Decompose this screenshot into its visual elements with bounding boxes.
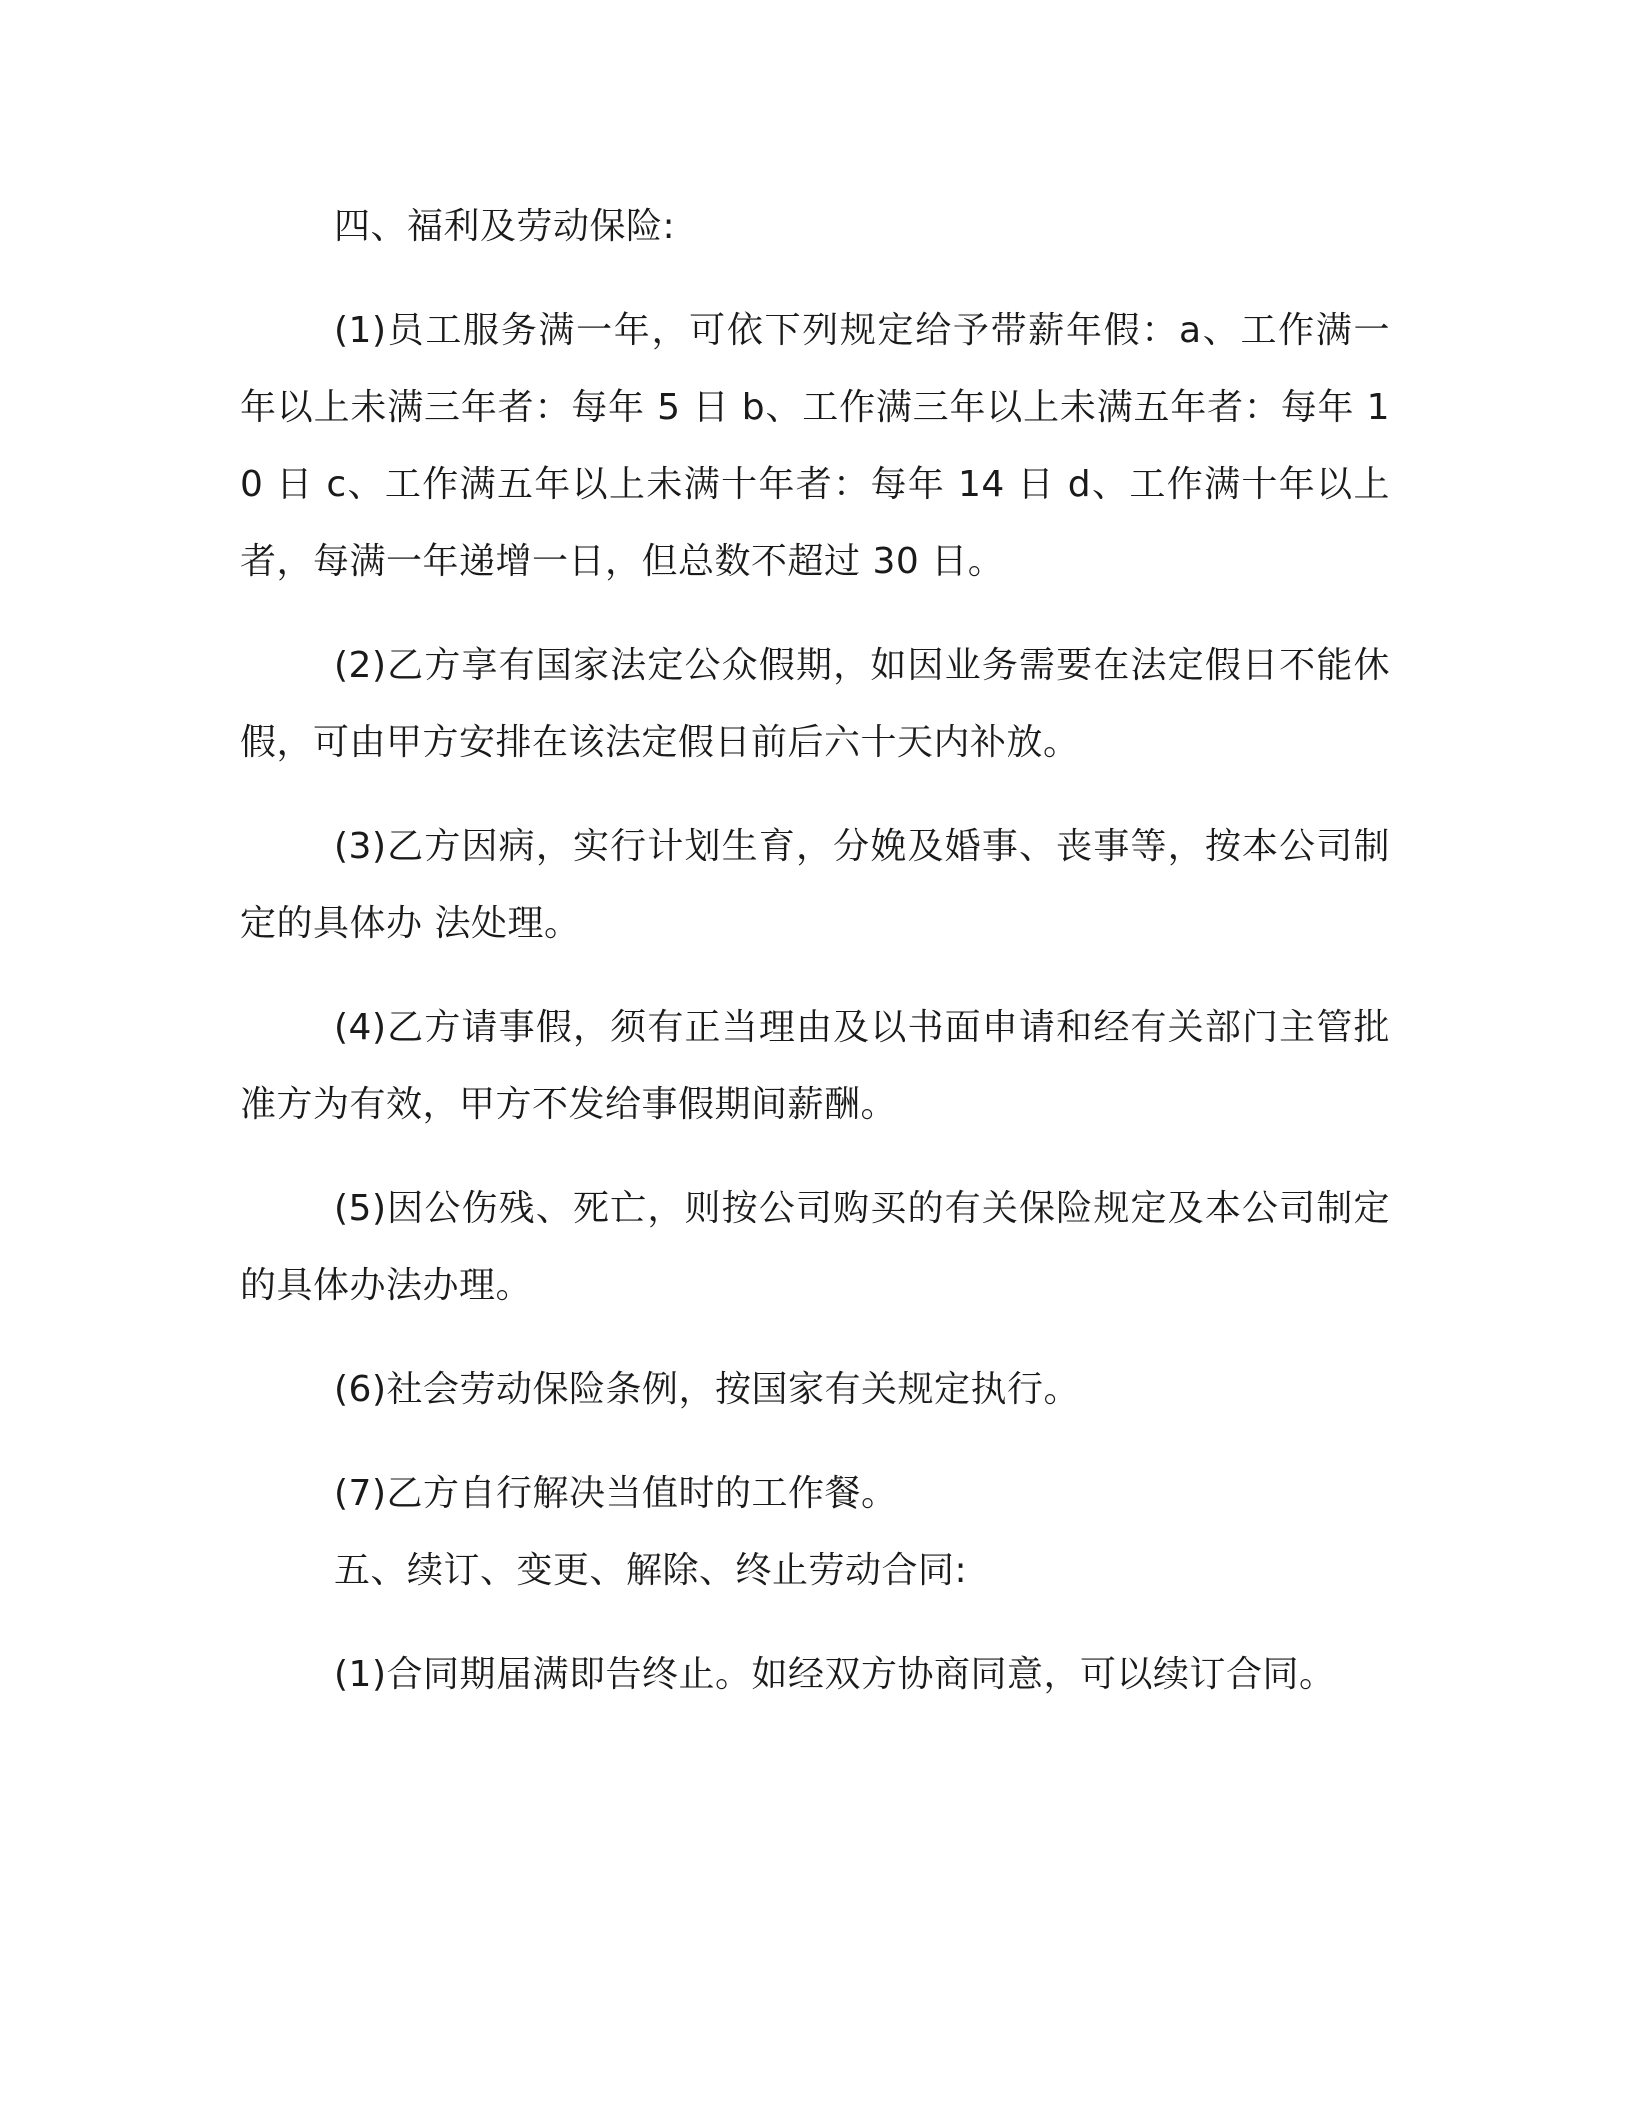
section-5-heading: 五、续订、变更、解除、终止劳动合同: [334,1550,968,1591]
section-5-item-1: (1)合同期届满即告终止。如经双方协商同意，可以续订合同。 [334,1654,1336,1695]
document-page [240,188,1390,1713]
section-4-item-6: (6)社会劳动保险条例，按国家有关规定执行。 [334,1369,1080,1410]
section-4-item-4: (4)乙方请事假，须有正当理由及以书面申请和经有关部门主管批准方为有效，甲方不发给事假期间薪酬。 [240,1007,1390,1125]
section-4-item-1: (1)员工服务满一年，可依下列规定给予带薪年假：a、工作满一年以上未满三年者：每年 5 日 b、工作满三年以上未满五年者：每年 10 日 c、工作满五年以上未满十年者：每年 14 日 d、工作满十年以上者，每满一年递增一日，但总数不超过 30 日。 [240,310,1390,582]
section-4-item-3: (3)乙方因病，实行计划生育，分娩及婚事、丧事等，按本公司制定的具体办 法处理。 [240,826,1390,944]
section-4-item-2: (2)乙方享有国家法定公众假期，如因业务需要在法定假日不能休假，可由甲方安排在该法定假日前后六十天内补放。 [240,645,1390,763]
section-4-item-7: (7)乙方自行解决当值时的工作餐。 [334,1473,898,1514]
section-4-item-5: (5)因公伤残、死亡，则按公司购买的有关保险规定及本公司制定的具体办法办理。 [240,1188,1390,1306]
section-4-heading: 四、福利及劳动保险: [334,206,676,247]
